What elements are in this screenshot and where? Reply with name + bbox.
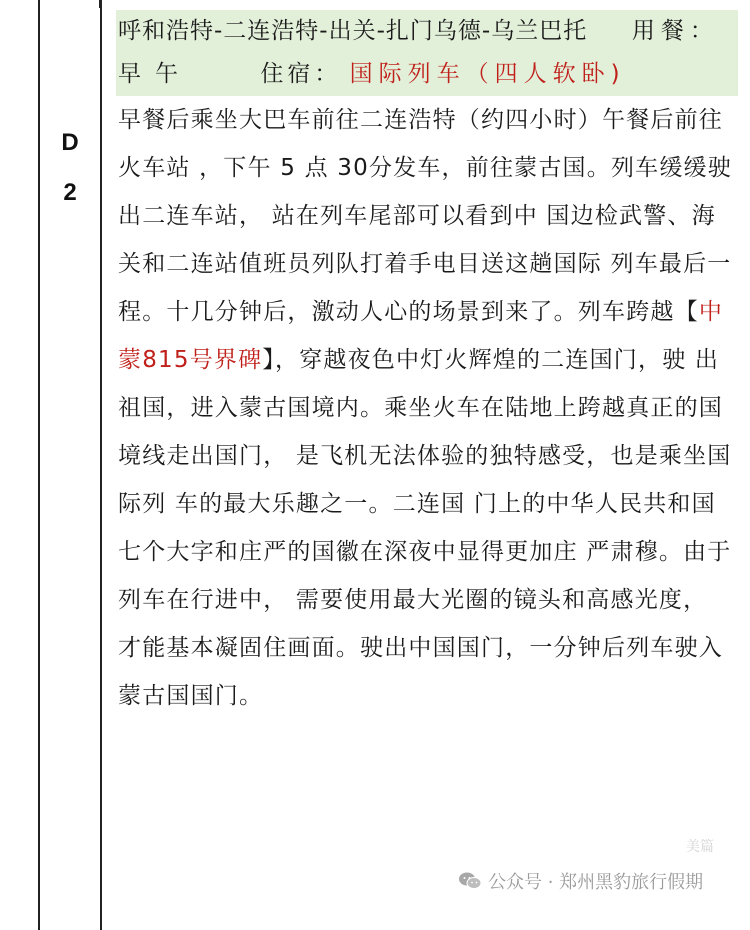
day-label-letter: D [61, 129, 79, 156]
lodging-label: 住宿： [260, 61, 342, 87]
day-label-number: 2 [63, 179, 77, 206]
route-title: 呼和浩特-二连浩特-出关-扎门乌德-乌兰巴托 [118, 18, 588, 44]
account-name: 公众号 · 郑州黑豹旅行假期 [488, 872, 704, 893]
border-marker-highlight: 中蒙815号界碑 [118, 299, 724, 373]
meipian-mark: 美篇 [686, 839, 714, 855]
account-watermark [452, 866, 709, 896]
day-label [54, 118, 86, 218]
route-header [116, 10, 738, 96]
day-content [116, 10, 738, 720]
wechat-icon [458, 871, 482, 891]
description-part-1: 早餐后乘坐大巴车前往二连浩特（约四小时）午餐后前往火车站 ，下午 5 点 30分发车，前往蒙古国。列车缓缓驶出二连车站， 站在列车尾部可以看到中 国边检武警、海关和二连站值班员列队打着手电目送这趟国际 列车最后一程。十几分钟后，激动人心的场景到来了。列车跨越【 [118, 107, 732, 325]
day-cell [40, 0, 102, 930]
lodging-value: 国际列车（四人软卧) [349, 61, 626, 87]
day-description [116, 96, 738, 720]
meals-label: 用餐： [631, 18, 719, 44]
meals-value: 早午 [118, 61, 192, 87]
description-part-2: 】，穿越夜色中灯火辉煌的二连国门，驶 出祖国，进入蒙古国境内。乘坐火车在陆地上跨越真正的国境线走出国门， 是飞机无法体验的独特感受，也是乘坐国际列 车的最大乐趣之一。二连国 门上的中华人民共和国七个大字和庄严的国徽在深夜中显得更加庄 严肃穆。由于列车在行进中， 需要使用最大光圈的镜头和高感光度， 才能基本凝固住画面。驶出中国国门，一分钟后列车驶入蒙古国国门。 [118, 347, 732, 709]
itinerary-table [38, 0, 750, 930]
